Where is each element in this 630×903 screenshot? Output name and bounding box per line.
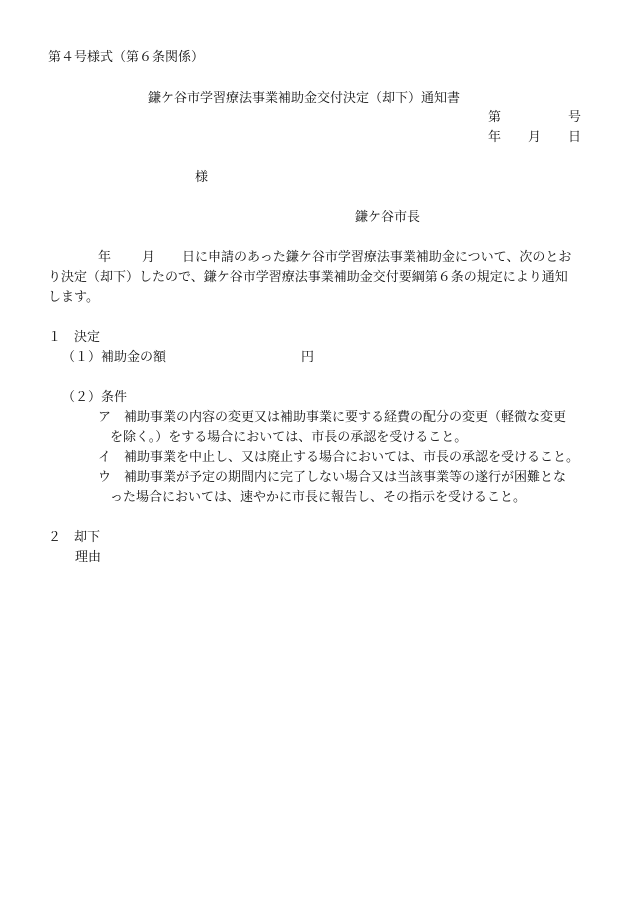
- addressee-suffix: 様: [195, 170, 209, 185]
- rejection-reason-label: 理由: [75, 550, 102, 565]
- date-month: 月: [528, 130, 542, 145]
- condition-a-line-2: を除く。）をする場合においては、市長の承認を受けること。: [110, 430, 468, 445]
- subsidy-amount-label: （１）補助金の額: [62, 350, 167, 365]
- section-rejection-heading: ２ 却下: [48, 530, 101, 545]
- date-year: 年: [488, 130, 502, 145]
- subsidy-amount-unit: 円: [301, 350, 315, 365]
- sender-name: 鎌ケ谷市長: [355, 210, 421, 225]
- document-title: 鎌ケ谷市学習療法事業補助金交付決定（却下）通知書: [148, 91, 461, 106]
- section-decision-heading: １ 決定: [48, 330, 101, 345]
- condition-b-line-1: イ 補助事業を中止し、又は廃止する場合においては、市長の承認を受けること。: [98, 450, 580, 465]
- condition-c-line-2: った場合においては、速やかに市長に報告し、その指示を受けること。: [110, 490, 527, 505]
- body-line-1: 日に申請のあった鎌ケ谷市学習療法事業補助金について、次のとお: [182, 250, 572, 265]
- condition-c-line-1: ウ 補助事業が予定の期間内に完了しない場合又は当該事業等の遂行が困難とな: [98, 470, 567, 485]
- body-year: 年: [98, 250, 112, 265]
- doc-number-prefix: 第: [488, 110, 502, 125]
- condition-a-line-1: ア 補助事業の内容の変更又は補助事業に要する経費の配分の変更（軽微な変更: [98, 410, 567, 425]
- doc-number-suffix: 号: [568, 110, 582, 125]
- body-month: 月: [142, 250, 156, 265]
- body-line-3: します。: [48, 290, 99, 305]
- conditions-label: （２）条件: [62, 390, 128, 405]
- date-day: 日: [568, 130, 582, 145]
- form-label: 第４号様式（第６条関係）: [48, 50, 205, 65]
- body-line-2: り決定（却下）したので、鎌ケ谷市学習療法事業補助金交付要綱第６条の規定により通知: [48, 270, 568, 285]
